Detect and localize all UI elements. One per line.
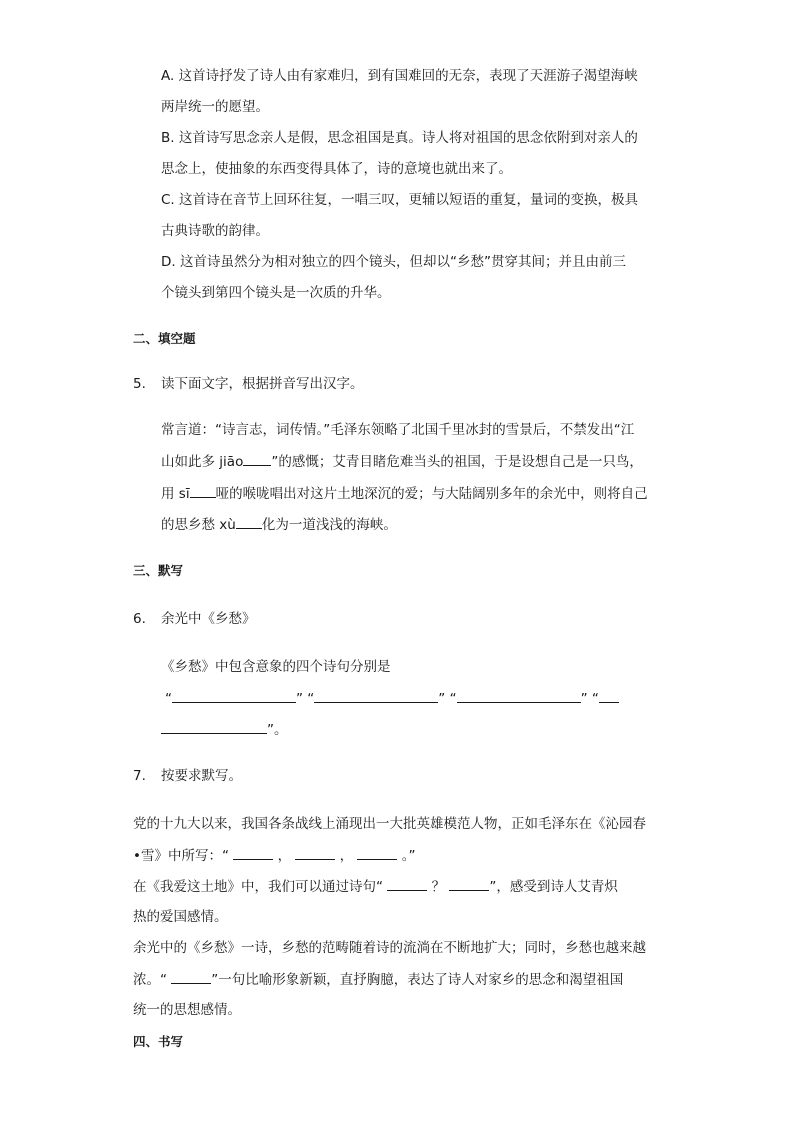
q7-comma: ， bbox=[277, 848, 292, 864]
option-b-line1: B. 这首诗写思念亲人是假，思念祖国是真。诗人将对祖国的思念依附到对亲人的 bbox=[161, 130, 638, 146]
q6-blanks-line1 bbox=[165, 688, 619, 709]
q6-quote: “ bbox=[165, 691, 172, 707]
option-d-line1: D. 这首诗虽然分为相对独立的四个镜头，但却以“乡愁”贯穿其间；并且由前三 bbox=[161, 254, 626, 270]
q7-p1-line2 bbox=[133, 845, 416, 866]
q7-p3-line1: 余光中的《乡愁》一诗，乡愁的范畴随着诗的流淌在不断地扩大；同时，乡愁也越来越 bbox=[133, 940, 646, 956]
q5-line2-post: ”的感慨；艾青目睹危难当头的祖国，于是设想自己是一只鸟， bbox=[271, 454, 643, 470]
q7-blank-4[interactable] bbox=[387, 876, 427, 891]
q7-p3-line3: 统一的思想感情。 bbox=[133, 1002, 241, 1018]
q7-p1-text: •雪》中所写：“ bbox=[133, 848, 229, 864]
q6-quote: ”。 bbox=[267, 722, 288, 738]
q7-number: 7. bbox=[133, 768, 146, 784]
section-heading-fill-blank: 二、填空题 bbox=[133, 331, 196, 346]
q5-line3-pre: 用 sī bbox=[161, 486, 190, 502]
q7-p2-text-end: ”，感受到诗人艾青炽 bbox=[489, 879, 618, 895]
q7-comma: ， bbox=[339, 848, 354, 864]
q5-prompt: 读下面文字，根据拼音写出汉字。 bbox=[161, 376, 364, 392]
section-heading-dictation: 三、默写 bbox=[133, 563, 184, 578]
q7-blank-1[interactable] bbox=[233, 845, 273, 860]
q7-p3-text-end: ”一句比喻形象新颖，直抒胸臆，表达了诗人对家乡的思念和渴望祖国 bbox=[211, 972, 624, 988]
q7-p2-line2: 热的爱国感情。 bbox=[133, 909, 228, 925]
q5-line1: 常言道：“诗言志，词传情。”毛泽东领略了北国千里冰封的雪景后，不禁发出“江 bbox=[161, 422, 635, 438]
q5-line2 bbox=[161, 451, 643, 472]
option-a-line2: 两岸统一的愿望。 bbox=[161, 99, 269, 115]
q5-line3-post: 哑的喉咙唱出对这片土地深沉的爱；与大陆阔别多年的余光中，则将自己 bbox=[215, 486, 648, 502]
section-heading-writing: 四、书写 bbox=[133, 1034, 184, 1049]
q5-blank-xu[interactable] bbox=[236, 514, 262, 529]
q6-blank-4b[interactable] bbox=[161, 719, 267, 734]
q5-number: 5. bbox=[133, 376, 146, 392]
q7-p2-line1 bbox=[133, 876, 618, 897]
q7-p2-text: 在《我爱这土地》中，我们可以通过诗句“ bbox=[133, 879, 383, 895]
q7-qmark: ？ bbox=[431, 879, 446, 895]
q6-title: 余光中《乡愁》 bbox=[161, 611, 256, 627]
q7-p3-line2 bbox=[133, 969, 623, 990]
q6-blank-2[interactable] bbox=[314, 688, 438, 703]
q7-p3-text: 浓。“ bbox=[133, 972, 167, 988]
q7-blank-2[interactable] bbox=[295, 845, 335, 860]
option-d-line2: 个镜头到第四个镜头是一次质的升华。 bbox=[161, 285, 391, 301]
q6-blanks-line2 bbox=[161, 719, 288, 740]
q7-prompt: 按要求默写。 bbox=[161, 768, 242, 784]
option-c-line1: C. 这首诗在音节上回环往复，一唱三叹，更辅以短语的重复，量词的变换，极具 bbox=[161, 192, 639, 208]
option-a-line1: A. 这首诗抒发了诗人由有家难归，到有国难回的无奈，表现了天涯游子渴望海峡 bbox=[161, 68, 638, 84]
q5-blank-jiao[interactable] bbox=[243, 451, 271, 466]
q5-blank-si[interactable] bbox=[190, 483, 216, 498]
q5-line3 bbox=[161, 483, 648, 504]
q7-p1-line1: 党的十九大以来，我国各条战线上涌现出一大批英雄模范人物，正如毛泽东在《沁园春 bbox=[133, 816, 646, 832]
option-b-line2: 思念上，使抽象的东西变得具体了，诗的意境也就出来了。 bbox=[161, 161, 512, 177]
q6-blank-1[interactable] bbox=[172, 688, 296, 703]
q6-number: 6. bbox=[133, 611, 146, 627]
q6-blank-3[interactable] bbox=[457, 688, 581, 703]
q6-quote: ” “ bbox=[438, 691, 457, 707]
q5-line4-pre: 的思乡愁 xù bbox=[161, 517, 236, 533]
q6-blank-4a[interactable] bbox=[599, 688, 619, 703]
q5-line4 bbox=[161, 514, 397, 535]
q6-quote: ” “ bbox=[296, 691, 315, 707]
q6-quote: ” “ bbox=[580, 691, 599, 707]
q5-line2-pre: 山如此多 jiāo bbox=[161, 454, 244, 470]
q5-line4-post: 化为一道浅浅的海峡。 bbox=[261, 517, 397, 533]
q7-blank-6[interactable] bbox=[171, 969, 211, 984]
option-c-line2: 古典诗歌的韵律。 bbox=[161, 223, 269, 239]
q7-blank-3[interactable] bbox=[357, 845, 397, 860]
q6-prompt: 《乡愁》中包含意象的四个诗句分别是 bbox=[161, 659, 391, 675]
q7-blank-5[interactable] bbox=[449, 876, 489, 891]
q7-period: 。” bbox=[401, 848, 416, 864]
